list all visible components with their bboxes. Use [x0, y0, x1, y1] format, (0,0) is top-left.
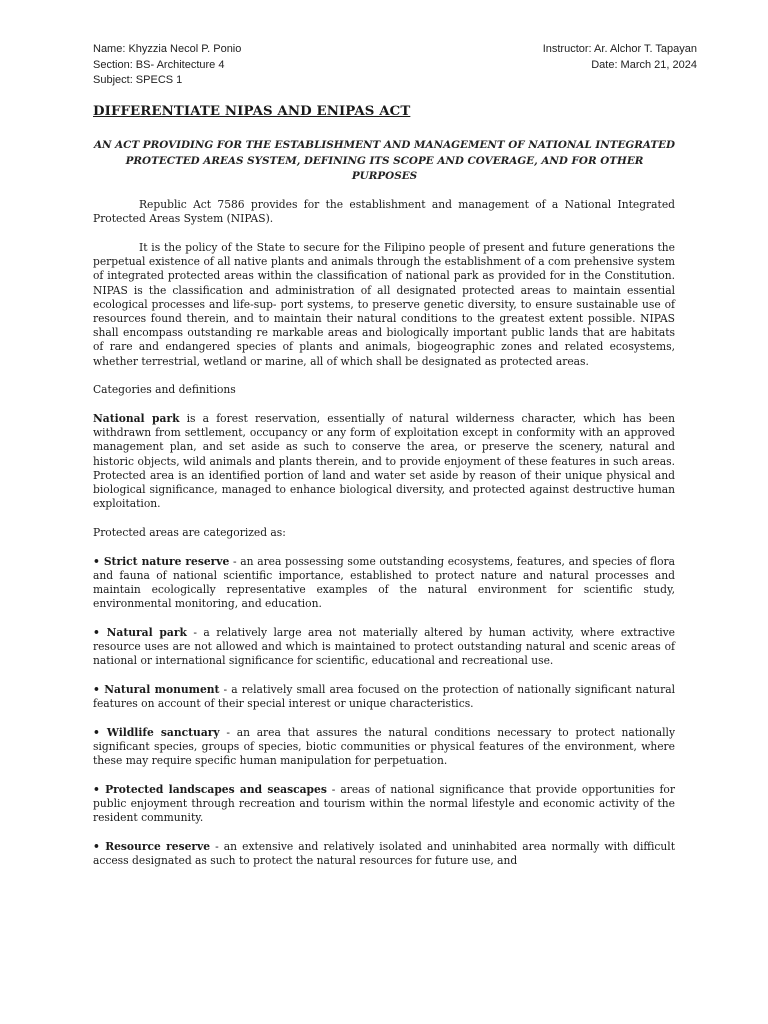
national-park-term: National park	[93, 411, 180, 425]
intro-paragraph: Republic Act 7586 provides for the establishment and management of a National Integrated Protected Areas System (NIPAS).	[93, 198, 675, 226]
policy-paragraph: It is the policy of the State to secure for the Filipino people of present and future generations the perpetual existence of all native plants and animals through the establishment of a com prehensive system of integrated protected areas within the classification of national park as provided for in the Constitution. NIPAS is the classification and administration of all designated protected areas to maintain essential ecological processes and life-sup- port systems, to preserve genetic diversity, to ensure sustainable use of resources found therein, and to maintain their natural conditions to the greatest extent possible. NIPAS shall encompass outstanding re markable areas and biologically important public lands that are habitats of rare and endangered species of plants and animals, biogeographic zones and related ecosystems, whether terrestrial, wetland or marine, all of which shall be designated as protected areas.	[93, 240, 675, 368]
category-item	[93, 626, 675, 669]
document-body	[93, 198, 675, 883]
category-term: • Wildlife sanctuary	[93, 725, 220, 739]
category-term: • Strict nature reserve	[93, 554, 230, 568]
category-item	[93, 840, 675, 868]
submission-date: Date: March 21, 2024	[591, 58, 697, 71]
category-definition: - an area possessing some outstanding ecosystems, features, and species of flora and fauna of national scientific importance, established to protect nature and natural processes and maintain ecologically representative examples of the natural environment for scientific study, environmental monitoring, and education.	[93, 554, 675, 611]
category-term: • Natural monument	[93, 682, 220, 696]
student-section: Section: BS- Architecture 4	[93, 58, 225, 71]
category-term: • Natural park	[93, 625, 187, 639]
category-item	[93, 555, 675, 612]
categories-heading: Categories and definitions	[93, 383, 236, 397]
categorized-heading: Protected areas are categorized as:	[93, 525, 286, 539]
course-info	[480, 42, 697, 73]
category-term: • Resource reserve	[93, 840, 211, 854]
instructor-name: Instructor: Ar. Alchor T. Tapayan	[542, 43, 697, 55]
category-definition: - areas of national significance that provide opportunities for public enjoyment through recreation and tourism within the normal lifestyle and economic activity of the resident community.	[93, 783, 675, 825]
category-term: • Protected landscapes and seascapes	[93, 783, 327, 796]
category-definition: - an area that assures the natural conditions necessary to protect nationally significant species, groups of species, biotic communities or physical features of the environment, where these may require specific human manipulation for perpetuation.	[93, 725, 676, 768]
national-park-definition: is a forest reservation, essentially of natural wilderness character, which has been withdrawn from settlement, occupancy or any form of exploitation except in conformity with an approved management plan, and set aside as such to conserve the area, or preserve the scenery, natural and historic objects, wild animals and plants therein, and to provide enjoyment of these features in such areas. Protected area is an identified portion of land and water set aside by reason of their unique physical and biological significance, managed to enhance biological diversity, and protected against destructive human exploitation.	[93, 411, 675, 511]
category-definition: - an extensive and relatively isolated and uninhabited area normally with difficult access designated as such to protect the natural resources for future use, and	[93, 840, 675, 868]
national-park-paragraph	[93, 412, 675, 511]
student-subject: Subject: SPECS 1	[93, 74, 183, 86]
student-name: Name: Khyzzia Necol P. Ponio	[93, 43, 242, 55]
document-title: DIFFERENTIATE NIPAS AND ENIPAS ACT	[93, 104, 411, 119]
category-item	[93, 726, 675, 769]
category-item	[93, 683, 675, 711]
category-definition: - a relatively large area not materially altered by human activity, where extractive resource uses are not allowed and which is maintained to protect outstanding natural and scenic areas of national or international significance for scientific, educational and recreational use.	[93, 625, 675, 668]
act-title: AN ACT PROVIDING FOR THE ESTABLISHMENT AND MANAGEMENT OF NATIONAL INTEGRATED PROTECTED AREAS SYSTEM, DEFINING ITS SCOPE AND COVERAGE, AND FOR OTHER PURPOSES	[93, 139, 676, 182]
student-info	[93, 42, 241, 89]
category-definition: - a relatively small area focused on the protection of nationally significant natural features on account of their special interest or unique characteristics.	[93, 682, 675, 711]
category-item	[93, 783, 675, 826]
